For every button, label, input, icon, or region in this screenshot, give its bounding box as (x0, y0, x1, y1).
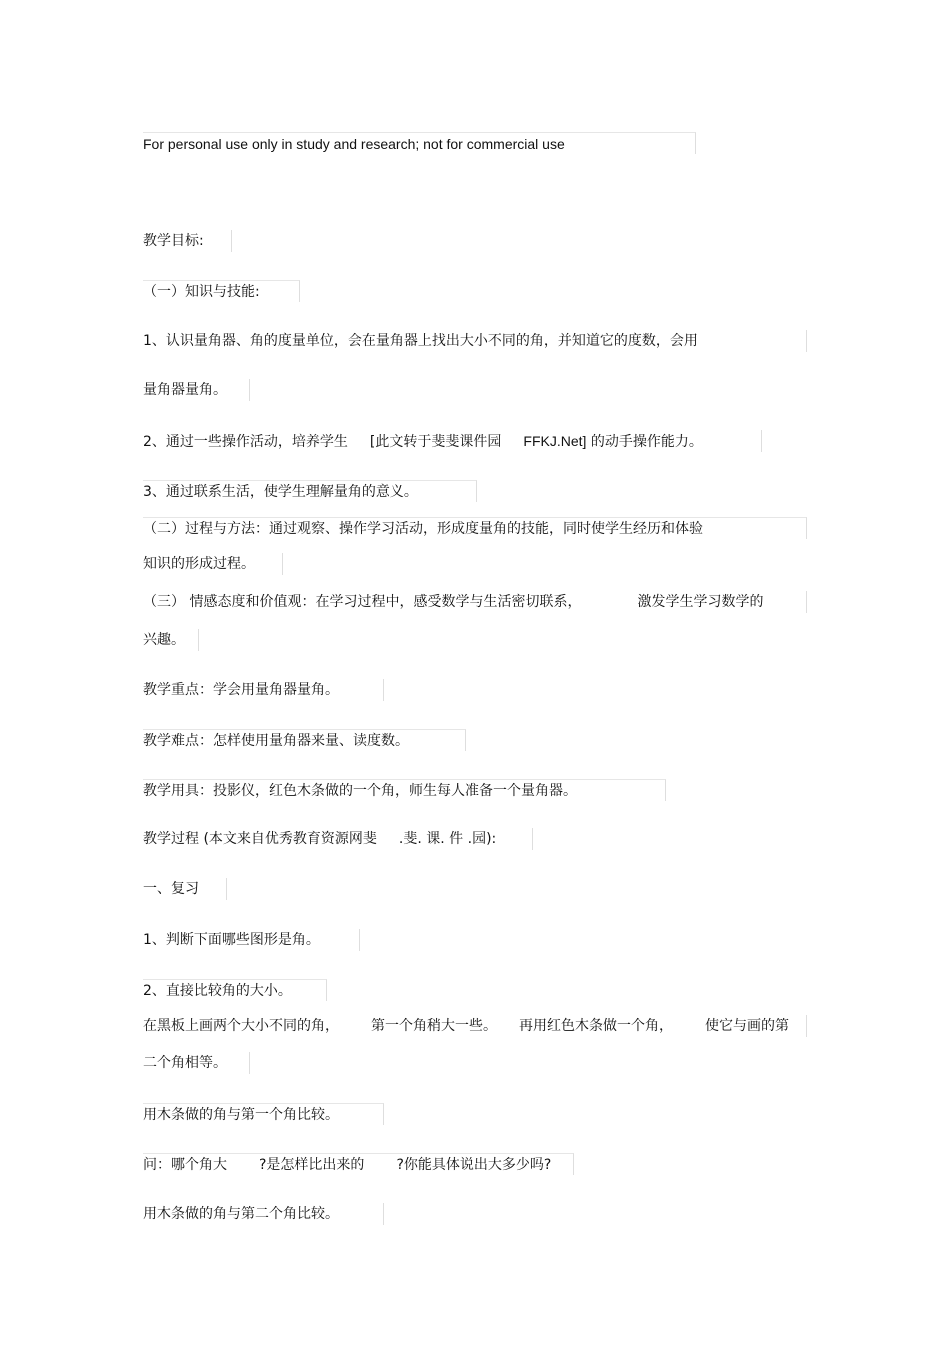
compare-first-angle: 用木条做的角与第一个角比较。 (143, 1103, 384, 1125)
process-method: （二）过程与方法：通过观察、操作学习活动，形成度量角的技能，同时使学生经历和体验 (143, 517, 807, 539)
knowledge-item-3: 3、通过联系生活，使学生理解量角的意义。 (143, 480, 477, 502)
key-point: 教学重点：学会用量角器量角。 (143, 679, 384, 701)
question: 问：哪个角大 ?是怎样比出来的 ?你能具体说出大多少吗? (143, 1153, 574, 1175)
knowledge-heading: （一）知识与技能: (143, 280, 300, 302)
objectives-heading: 教学目标: (143, 230, 232, 252)
knowledge-item-1: 1、认识量角器、角的度量单位，会在量角器上找出大小不同的角，并知道它的度数，会用 (143, 330, 807, 352)
knowledge-item-1-continued: 量角器量角。 (143, 379, 250, 401)
review-item-2: 2、直接比较角的大小。 (143, 979, 327, 1001)
process-title: 教学过程 (本文来自优秀教育资源网斐 .斐. 课. 件 .园): (143, 828, 533, 850)
board-activity-continued: 二个角相等。 (143, 1052, 250, 1074)
review-heading: 一、复习 (143, 878, 227, 900)
teaching-tools: 教学用具：投影仪，红色木条做的一个角，师生每人准备一个量角器。 (143, 779, 666, 801)
emotion-attitude-continued: 兴趣。 (143, 629, 199, 651)
review-item-1: 1、判断下面哪些图形是角。 (143, 929, 360, 951)
difficulty: 教学难点：怎样使用量角器来量、读度数。 (143, 729, 466, 751)
knowledge-item-2: 2、通过一些操作活动，培养学生 [此文转于斐斐课件园 FFKJ.Net] 的动手操作能力。 (143, 430, 762, 452)
compare-second-angle: 用木条做的角与第二个角比较。 (143, 1203, 384, 1225)
emotion-attitude: （三） 情感态度和价值观：在学习过程中，感受数学与生活密切联系， 激发学生学习数学的 (143, 591, 807, 613)
process-method-continued: 知识的形成过程。 (143, 553, 283, 575)
header-notice: For personal use only in study and research; not for commercial use (143, 132, 696, 154)
board-activity: 在黑板上画两个大小不同的角， 第一个角稍大一些。 再用红色木条做一个角， 使它与画的第 (143, 1015, 807, 1037)
